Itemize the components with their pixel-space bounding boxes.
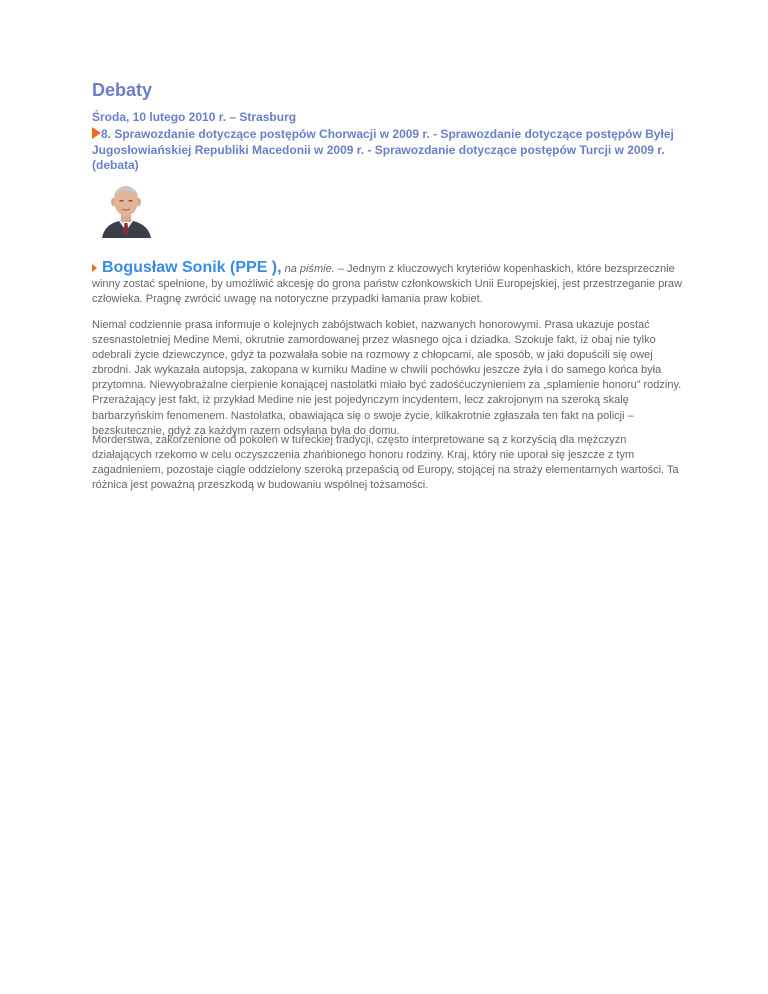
speaker-portrait-image [100, 183, 153, 238]
session-date: Środa, 10 lutego 2010 r. – Strasburg [92, 110, 297, 124]
page-title: Debaty [92, 80, 153, 100]
speaker-name: Bogusław Sonik (PPE ), [102, 259, 282, 276]
paragraph-2: Morderstwa, zakorzenione od pokoleń w tureckiej tradycji, często interpretowane są z korzyścią dla mężczyzn działających rzekomo w celu oczyszczenia zhańbionego honoru rodziny. Kraj, który nie uporał się jeszcze z tym zagadnieniem, pozostaje ciągle oddzielony szeroką przepaścią od Europy, stojącej na straży elementarnych wartości. Ta różnica jest poważną przeszkodą w budowaniu wspólnej tożsamości. [92, 434, 679, 492]
speaker-statement [92, 260, 682, 307]
paragraph-1: Niemal codziennie prasa informuje o kolejnych zabójstwach kobiet, nazwanych honorowymi. Prasa ukazuje postać szesnastoletniej Medine Memi, okrutnie zamordowanej przez własnego ojca i dziadka. Szokuje fakt, iż obaj nie tylko odebrali życie dziewczynce, gdyż ta pozwalała sobie na rozmowy z chłopcami, ale sposób, w jaki dopuścili się owej zbrodni. Jak wykazała autopsja, zakopana w kurniku Madine w chwili pochówku jeszcze żyła i do samego końca była przytomna. Niewyobrażalne cierpienie konającej nastolatki miało być zadośćuczynieniem za „splamienie honoru” rodziny. Przerażający jest fakt, iż przykład Medine nie jest pojedynczym incydentem, lecz zakrojonym na szeroką skalę barbarzyńskim fenomenem. Nastolatka, obawiająca się o swoje życie, kilkakrotnie zgłaszała ten fakt na policji – bezskutecznie, gdyż za każdym razem odsyłana była do domu. [92, 319, 682, 437]
statement-intro: – Jednym z kluczowych kryteriów kopenhaskich, które bezsprzecznie winny zostać spełnione, by umożliwić akcesję do grona państw członkowskich Unii Europejskiej, jest przestrzeganie praw człowieka. Pragnę zwrócić uwagę na notoryczne przypadki łamania praw kobiet. [92, 263, 682, 305]
agenda-item-text: 8. Sprawozdanie dotyczące postępów Chorwacji w 2009 r. - Sprawozdanie dotyczące postępów Byłej Jugosłowiańskiej Republiki Macedonii w 2009 r. - Sprawozdanie dotyczące postępów Turcji w 2009 r. (debata) [92, 127, 674, 172]
speaker-role: na piśmie. [284, 263, 335, 275]
orange-bullet-icon [92, 264, 97, 272]
agenda-item-title [92, 127, 682, 174]
speaker-portrait [100, 183, 153, 238]
orange-triangle-arrow-icon [92, 127, 101, 139]
